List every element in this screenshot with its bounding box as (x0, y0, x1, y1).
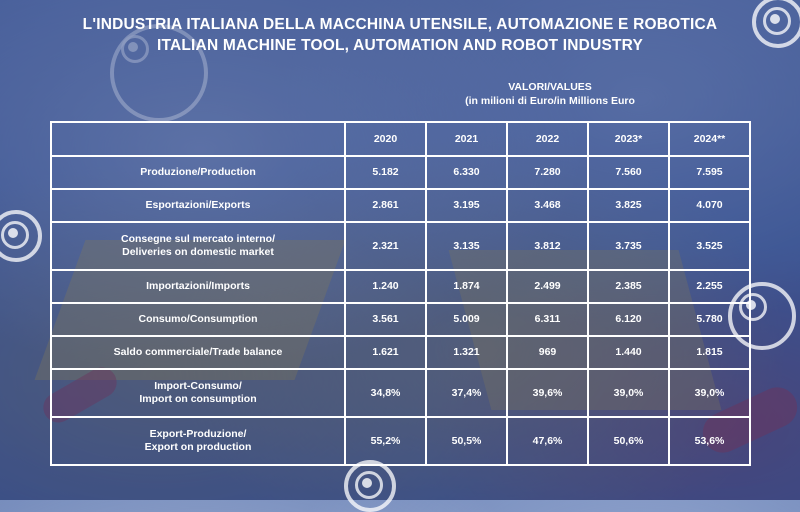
table-row-export-on-production (51, 417, 750, 465)
row-label (51, 303, 345, 336)
row-label (51, 222, 345, 270)
row-label-line1: Consegne sul mercato interno/ (120, 233, 276, 245)
table-row-trade-balance (51, 336, 750, 369)
values-label-line1: VALORI/VALUES (508, 81, 592, 93)
table-cell: 3.825 (588, 189, 669, 222)
row-label (51, 369, 345, 417)
table-cell: 1.621 (345, 336, 426, 369)
table-cell: 2.861 (345, 189, 426, 222)
table-cell: 34,8% (345, 369, 426, 417)
row-label-line1: Import-Consumo/ (154, 380, 242, 392)
logo-badge-bottom (344, 460, 396, 512)
row-label-line1: Consumo/Consumption (138, 313, 258, 325)
header-year: 2023* (588, 122, 669, 156)
values-label-line2: (in milioni di Euro/in Millions Euro (465, 95, 635, 107)
row-label-line1: Export-Produzione/ (149, 428, 247, 440)
title-line-english: ITALIAN MACHINE TOOL, AUTOMATION AND ROBOT INDUSTRY (156, 37, 644, 54)
table-cell: 53,6% (669, 417, 750, 465)
header-year: 2024** (669, 122, 750, 156)
table-cell: 7.560 (588, 156, 669, 189)
table-cell: 37,4% (426, 369, 507, 417)
table-row-import-on-consumption (51, 369, 750, 417)
table-cell: 5.009 (426, 303, 507, 336)
row-label-line2: Deliveries on domestic market (122, 246, 274, 258)
table-cell: 1.240 (345, 270, 426, 303)
row-label (51, 417, 345, 465)
table-cell: 3.735 (588, 222, 669, 270)
header-year: 2022 (507, 122, 588, 156)
row-label-line1: Importazioni/Imports (146, 280, 250, 292)
table-cell: 47,6% (507, 417, 588, 465)
table-cell: 7.280 (507, 156, 588, 189)
table-cell: 39,0% (588, 369, 669, 417)
table-cell: 2.255 (669, 270, 750, 303)
table-cell: 5.182 (345, 156, 426, 189)
table-cell: 6.120 (588, 303, 669, 336)
table-cell: 3.135 (426, 222, 507, 270)
table-cell: 6.330 (426, 156, 507, 189)
table-cell: 3.468 (507, 189, 588, 222)
table-cell: 55,2% (345, 417, 426, 465)
header-year: 2021 (426, 122, 507, 156)
table-cell: 7.595 (669, 156, 750, 189)
table-row-exports (51, 189, 750, 222)
table-cell: 3.812 (507, 222, 588, 270)
header-year: 2020 (345, 122, 426, 156)
row-label (51, 270, 345, 303)
table-cell: 5.780 (669, 303, 750, 336)
table-cell: 6.311 (507, 303, 588, 336)
table-row-imports (51, 270, 750, 303)
table-cell: 50,5% (426, 417, 507, 465)
industry-data-table (50, 121, 751, 466)
table-cell: 2.499 (507, 270, 588, 303)
table-cell: 3.195 (426, 189, 507, 222)
table-cell: 3.525 (669, 222, 750, 270)
row-label (51, 189, 345, 222)
table-cell: 4.070 (669, 189, 750, 222)
table-cell: 3.561 (345, 303, 426, 336)
table-header-row (51, 122, 750, 156)
table-cell: 969 (507, 336, 588, 369)
table-cell: 1.321 (426, 336, 507, 369)
table-cell: 39,0% (669, 369, 750, 417)
row-label-line1: Saldo commerciale/Trade balance (113, 346, 283, 358)
table-cell: 39,6% (507, 369, 588, 417)
table-cell: 1.874 (426, 270, 507, 303)
row-label-line2: Export on production (144, 441, 252, 453)
table-cell: 1.440 (588, 336, 669, 369)
title-line-italian: L'INDUSTRIA ITALIANA DELLA MACCHINA UTENSILE, AUTOMAZIONE E ROBOTICA (82, 16, 718, 33)
header-empty-cell (51, 122, 345, 156)
values-unit-label (420, 80, 680, 108)
table-row-domestic-deliveries (51, 222, 750, 270)
row-label (51, 156, 345, 189)
table-row-consumption (51, 303, 750, 336)
row-label (51, 336, 345, 369)
table-cell: 50,6% (588, 417, 669, 465)
table-cell: 2.385 (588, 270, 669, 303)
row-label-line1: Produzione/Production (140, 166, 256, 178)
page-title (0, 14, 800, 56)
row-label-line1: Esportazioni/Exports (145, 199, 251, 211)
table-row-production (51, 156, 750, 189)
table-cell: 2.321 (345, 222, 426, 270)
table-cell: 1.815 (669, 336, 750, 369)
row-label-line2: Import on consumption (139, 393, 257, 405)
